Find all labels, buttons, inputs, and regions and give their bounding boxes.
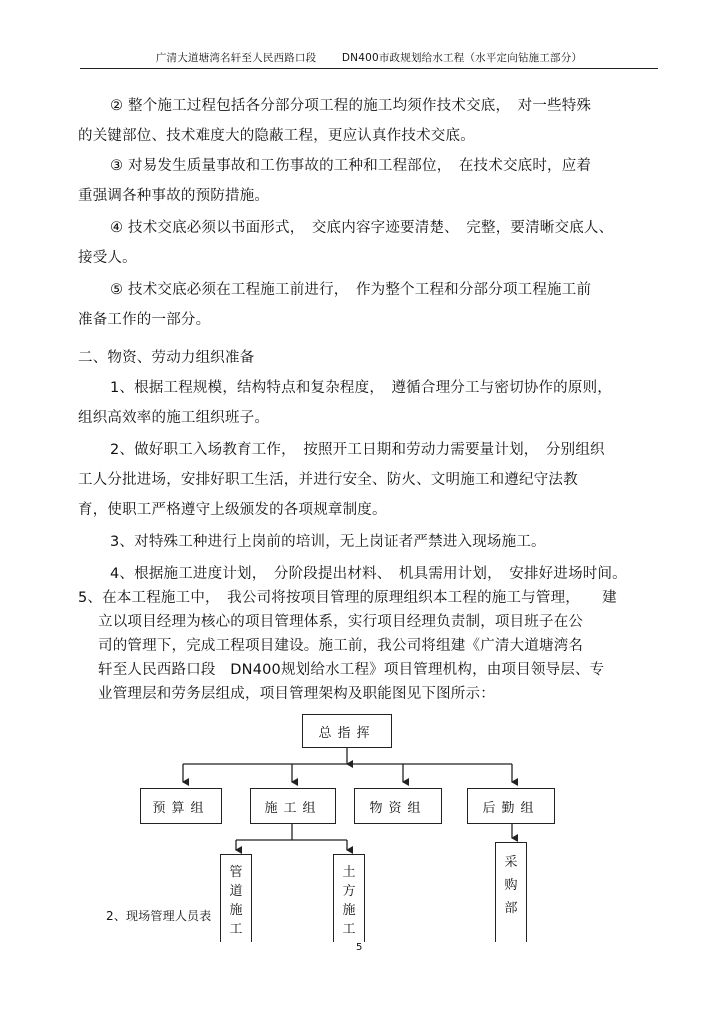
item-2-line-1: 2、做好职工入场教育工作， 按照开工日期和劳动力需要量计划， 分别组织 <box>110 442 605 458</box>
paragraph-2-line-2: 的关键部位、技术难度大的隐蔽工程，更应认真作技术交底。 <box>78 128 475 144</box>
org-box-earthwork <box>333 854 365 942</box>
paragraph-5-line-2: 准备工作的一部分。 <box>78 312 211 328</box>
item-4: 4、根据施工进度计划， 分阶段提出材料、 机具需用计划， 安排好进场时间。 <box>110 566 627 582</box>
pipe-char-1: 管 <box>229 865 243 880</box>
purchase-char-3: 部 <box>504 901 518 916</box>
purchase-char-2: 购 <box>504 878 518 893</box>
paragraph-2-line-1: ② 整个施工过程包括各分部分项工程的施工均须作技术交底， 对一些特殊 <box>110 98 592 114</box>
paragraph-4-line-2: 接受人。 <box>78 250 137 266</box>
paragraph-4-line-1: ④ 技术交底必须以书面形式， 交底内容字迹要清楚、 完整，要清晰交底人、 <box>110 220 614 236</box>
pipe-char-4: 工 <box>229 922 243 937</box>
item-5-line-2: 立以项目经理为核心的项目管理体系，实行项目经理负责制，项目班子在公 <box>98 614 584 630</box>
earth-char-4: 工 <box>342 922 356 937</box>
section-heading: 二、物资、劳动力组织准备 <box>78 350 255 366</box>
item-5-line-4: 轩至人民西路口段 DN400规划给水工程》项目管理机构，由项目领导层、专 <box>98 662 605 678</box>
header-subtitle: DN400市政规划给水工程（水平定向钻施工部分） <box>341 52 583 64</box>
org-box-materials: 物资组 <box>354 788 442 824</box>
earth-char-1: 土 <box>342 865 356 880</box>
earth-char-3: 施 <box>342 903 356 918</box>
org-box-pipe-construction <box>220 854 252 942</box>
pipe-char-2: 道 <box>229 884 243 899</box>
item-5-line-5: 业管理层和劳务层组成，项目管理架构及职能图见下图所示： <box>98 686 495 702</box>
org-box-purchase <box>495 842 527 942</box>
item-2-line-3: 育，使职工严格遵守上级颁发的各项规章制度。 <box>78 502 387 518</box>
item-5-line-1: 5、在本工程施工中， 我公司将按项目管理的原理组织本工程的施工与管理， 建 <box>78 590 617 606</box>
pipe-char-3: 施 <box>229 903 243 918</box>
item-2-line-2: 工人分批进场，安排好职工生活，并进行安全、防火、文明施工和遵纪守法教 <box>78 472 578 488</box>
page-number: 5 <box>356 942 363 953</box>
item-1-line-2: 组织高效率的施工组织班子。 <box>78 410 270 426</box>
org-box-construction: 施工组 <box>250 788 336 824</box>
org-box-budget: 预算组 <box>140 788 222 824</box>
item-5-line-3: 司的管理下，完成工程项目建设。施工前，我公司将组建《广清大道塘湾名 <box>98 638 584 654</box>
paragraph-3-line-1: ③ 对易发生质量事故和工伤事故的工种和工程部位， 在技术交底时，应着 <box>110 158 592 174</box>
purchase-char-1: 采 <box>504 855 518 870</box>
header-project: 广清大道塘湾名轩至人民西路口段 <box>155 52 317 64</box>
paragraph-3-line-2: 重强调各种事故的预防措施。 <box>78 188 270 204</box>
item-1-line-1: 1、根据工程规模，结构特点和复杂程度， 遵循合理分工与密切协作的原则， <box>110 380 612 396</box>
org-box-logistics: 后勤组 <box>467 788 555 824</box>
earth-char-2: 方 <box>342 884 356 899</box>
paragraph-5-line-1: ⑤ 技术交底必须在工程施工前进行， 作为整个工程和分部分项工程施工前 <box>110 282 592 298</box>
org-box-commander: 总指挥 <box>302 714 392 748</box>
footnote-staff-table: 2、现场管理人员表 <box>106 909 212 923</box>
item-3: 3、对特殊工种进行上岗前的培训，无上岗证者严禁进入现场施工。 <box>110 534 546 550</box>
